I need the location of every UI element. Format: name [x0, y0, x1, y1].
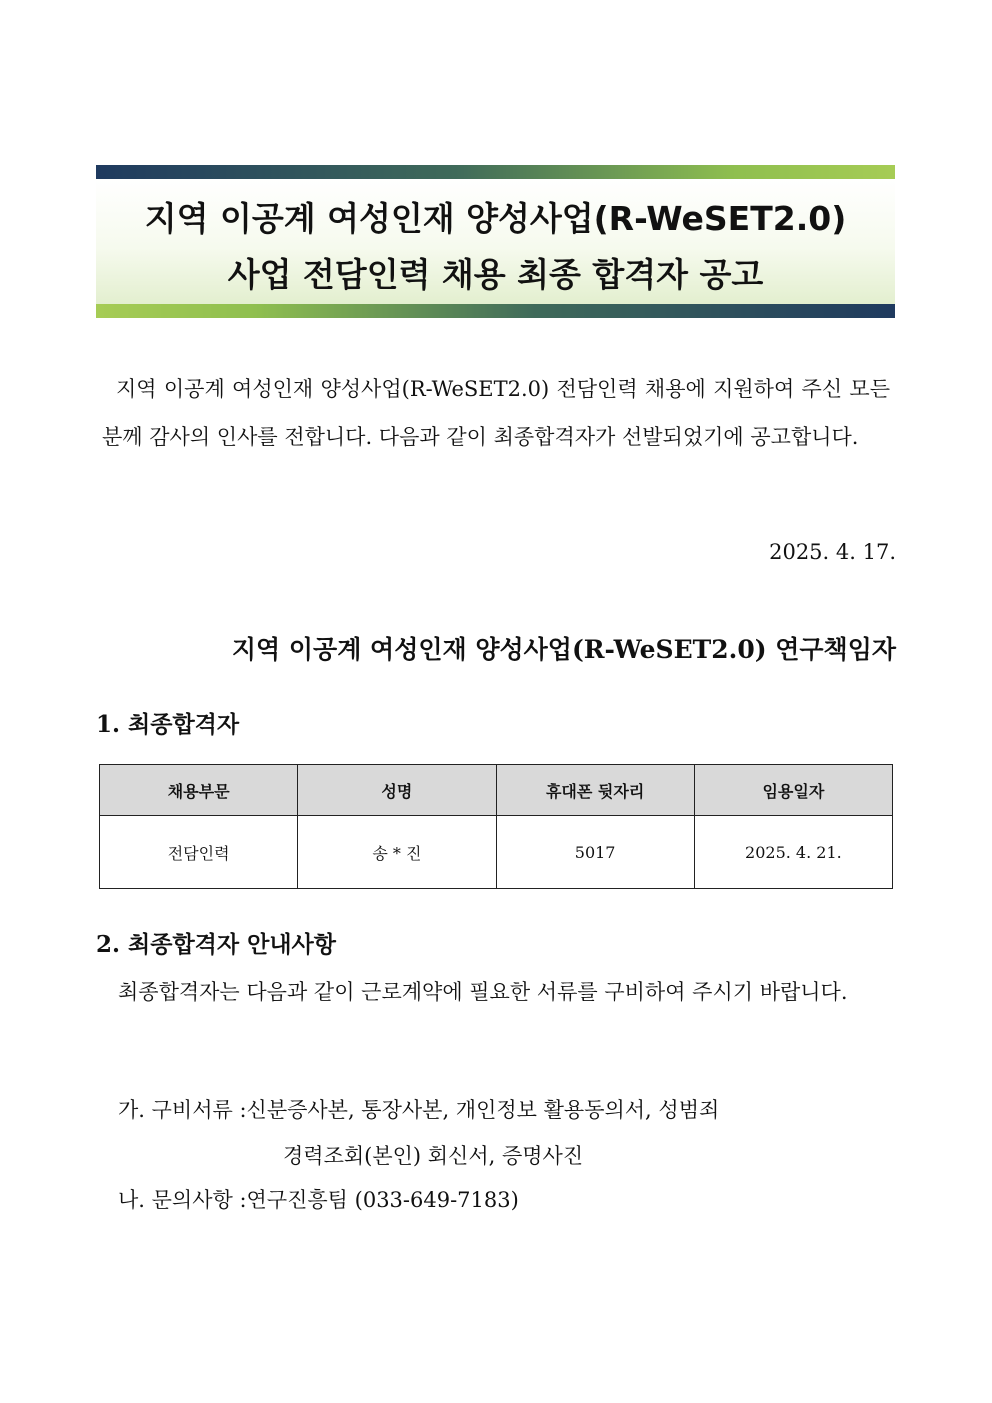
header-cell: 성명 — [298, 765, 496, 816]
list-item-text: 신분증사본, 통장사본, 개인정보 활용동의서, 성범죄 — [246, 1098, 720, 1122]
list-item-documents — [118, 1088, 719, 1132]
list-item-label: 나. 문의사항 : — [118, 1188, 247, 1212]
table-cell: 5017 — [496, 816, 694, 889]
table-cell: 전담인력 — [100, 816, 298, 889]
guide-paragraph: 최종합격자는 다음과 같이 근로계약에 필요한 서류를 구비하여 주시기 바랍니다. — [118, 980, 848, 1004]
notice-date: 2025. 4. 17. — [769, 540, 896, 564]
header-cell: 채용부문 — [100, 765, 298, 816]
title-line-1: 지역 이공계 여성인재 양성사업(R-WeSET2.0) — [144, 199, 847, 238]
table-cell: 2025. 4. 21. — [694, 816, 892, 889]
header-cell: 휴대폰 뒷자리 — [496, 765, 694, 816]
header-cell: 임용일자 — [694, 765, 892, 816]
title-line-2: 사업 전담인력 채용 최종 합격자 공고 — [227, 255, 764, 294]
table-cell: 송 * 진 — [298, 816, 496, 889]
result-table — [99, 764, 893, 889]
section-1-heading: 1. 최종합격자 — [96, 711, 240, 738]
section-2-heading: 2. 최종합격자 안내사항 — [96, 931, 336, 958]
title-banner — [96, 165, 895, 318]
list-item-contact — [118, 1178, 519, 1222]
list-item-label: 가. 구비서류 : — [118, 1098, 247, 1122]
signer: 지역 이공계 여성인재 양성사업(R-WeSET2.0) 연구책임자 — [231, 635, 896, 664]
title-bottom-bar — [96, 304, 895, 318]
list-item-documents-cont: 경력조회(본인) 회신서, 증명사진 — [283, 1144, 584, 1168]
list-item-text: 연구진흥팀 (033-649-7183) — [246, 1188, 519, 1212]
title-top-bar — [96, 165, 895, 179]
table-row — [100, 816, 893, 889]
table-header-row — [100, 765, 893, 816]
intro-paragraph: 지역 이공계 여성인재 양성사업(R-WeSET2.0) 전담인력 채용에 지원하여 주신 모든 분께 감사의 인사를 전합니다. 다음과 같이 최종합격자가 선발되었기에 공고합니다. — [102, 377, 890, 449]
